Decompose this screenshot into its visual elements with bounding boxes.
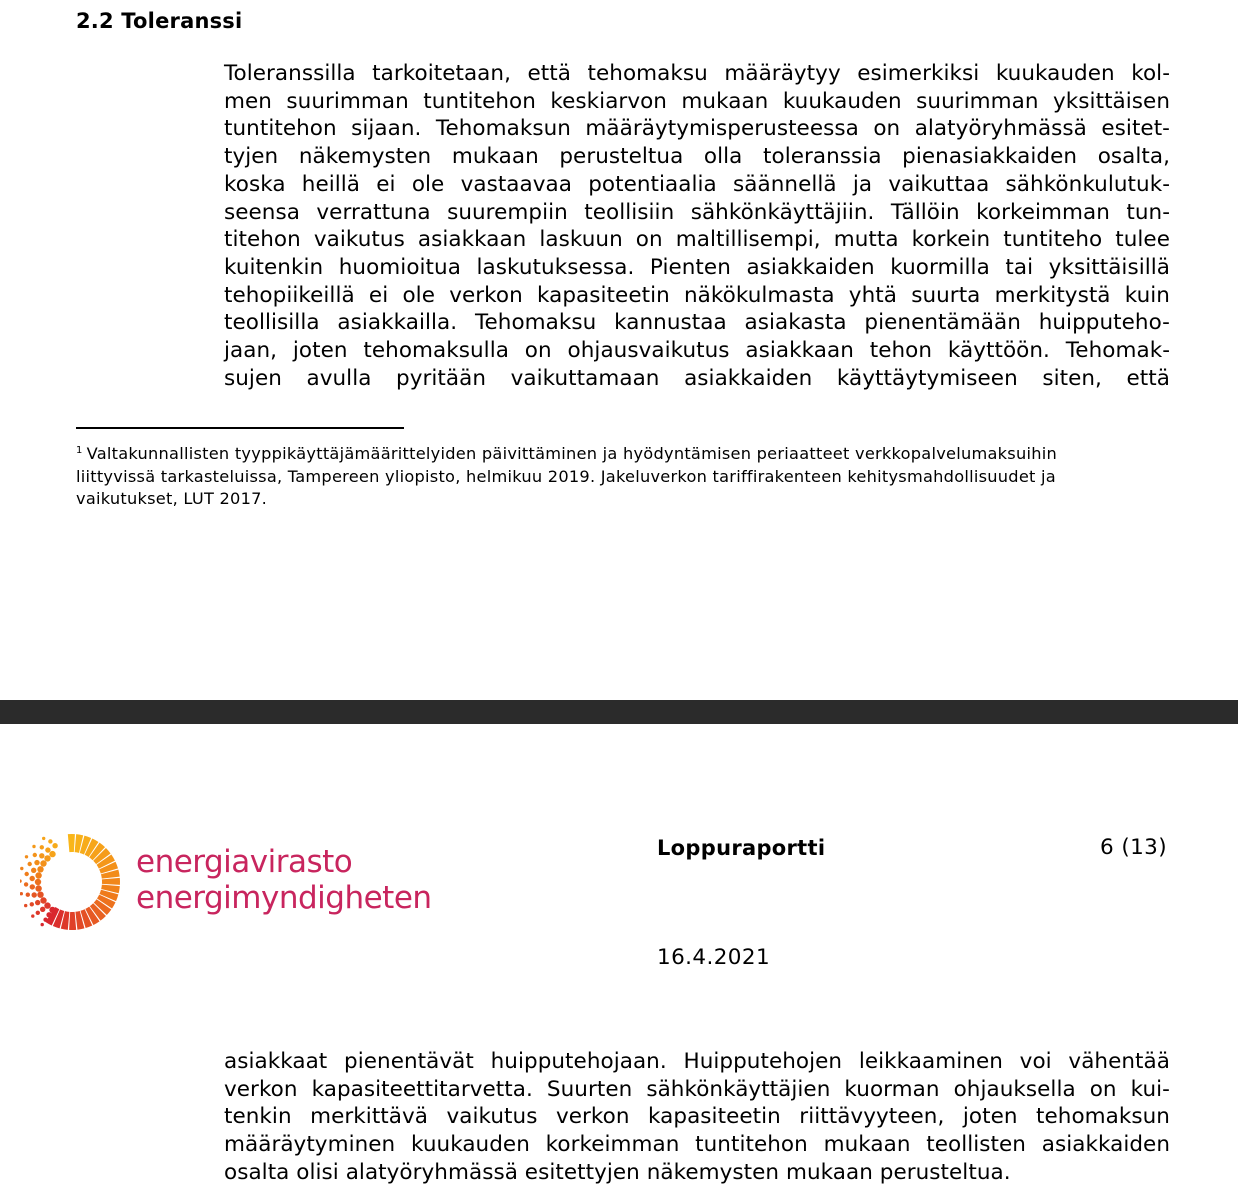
paragraph-line: seensa verrattuna suurempiin teollisiin sähkönkäyttäjiin. Tällöin korkeimman tun- bbox=[224, 199, 1170, 225]
logo-dot bbox=[36, 911, 40, 915]
logo-dot bbox=[49, 907, 55, 913]
logo-dot bbox=[35, 872, 41, 878]
paragraph-line: asiakkaat pienentävät huipputehojaan. Huipputehojen leikkaaminen voi vähentää bbox=[224, 1049, 1170, 1074]
logo-dot bbox=[30, 902, 34, 906]
logo-ray-segment bbox=[102, 878, 120, 885]
logo-dot bbox=[32, 845, 35, 848]
logo-dot bbox=[26, 893, 30, 897]
footnote-line: vaikutukset, LUT 2017. bbox=[76, 489, 268, 508]
logo-dot bbox=[44, 855, 50, 861]
document-title: Loppuraportti bbox=[657, 836, 826, 860]
paragraph-line: titehon vaikutus asiakkaan laskuun on maltillisempi, mutta korkein tuntiteho tulee bbox=[224, 227, 1170, 253]
logo-dot bbox=[41, 923, 44, 926]
logo-dot bbox=[28, 862, 32, 866]
paragraph-line: tenkin merkittävä vaikutus verkon kapasiteetin riittävyyteen, joten tehomaksun bbox=[224, 1104, 1170, 1130]
paragraph-line: Toleranssilla tarkoitetaan, että tehomaksu määräytyy esimerkiksi kuukauden kol- bbox=[224, 61, 1170, 86]
section-paragraph bbox=[224, 60, 1170, 392]
footnote bbox=[76, 440, 1176, 511]
footnote-line: Valtakunnallisten tyyppikäyttäjämäärittelyiden päivittäminen ja hyödyntämisen periaatteet verkkopalvelumaksuihin bbox=[86, 444, 1058, 463]
document-page-lower bbox=[0, 724, 1238, 1200]
logo-dot bbox=[37, 866, 43, 872]
logo-dot bbox=[37, 892, 43, 898]
logo-text-finnish: energiavirasto bbox=[136, 844, 353, 880]
logo-dot bbox=[31, 868, 36, 873]
page-number: 6 (13) bbox=[1100, 835, 1168, 860]
paragraph-line: tyjen näkemysten mukaan perusteltua olla toleranssia pienasiakkaiden osalta, bbox=[224, 144, 1170, 170]
energiavirasto-logo bbox=[20, 828, 440, 936]
footnote-line: liittyvissä tarkasteluissa, Tampereen yliopisto, helmikuu 2019. Jakeluverkon tariffirakenteen kehitysmahdollisuudet ja bbox=[76, 466, 1056, 486]
logo-dot bbox=[33, 853, 37, 857]
logo-dot bbox=[20, 879, 22, 882]
paragraph-line: koska heillä ei ole vastaavaa potentiaalia säännellä ja vaikuttaa sähkönkulutuk- bbox=[224, 171, 1170, 197]
logo-dot bbox=[35, 900, 40, 905]
paragraph-line: tuntitehon sijaan. Tehomaksun määräytymisperusteessa on alatyöryhmässä esitet- bbox=[224, 116, 1170, 142]
logo-dot bbox=[45, 847, 50, 852]
logo-ray-segment bbox=[68, 834, 75, 852]
logo-dot bbox=[40, 897, 46, 903]
paragraph-line: osalta olisi alatyöryhmässä esitettyjen näkemysten mukaan perusteltua. bbox=[224, 1159, 1011, 1185]
logo-dot bbox=[20, 867, 23, 870]
paragraph-line: teollisilla asiakkailla. Tehomaksu kannustaa asiakasta pienentämään huipputeho- bbox=[224, 310, 1170, 336]
logo-dot bbox=[25, 872, 29, 876]
logo-ray-segment bbox=[69, 912, 76, 930]
logo-dot bbox=[35, 879, 41, 885]
logo-dot bbox=[46, 912, 51, 917]
paragraph-line: tehopiikeillä ei ole verkon kapasiteetin näkökulmasta yhtä suurta merkitystä kuin bbox=[224, 282, 1170, 308]
section-heading: 2.2 Toleranssi bbox=[76, 9, 243, 33]
logo-dot bbox=[40, 860, 46, 866]
logo-dot bbox=[49, 851, 55, 857]
paragraph-line: sujen avulla pyritään vaikuttamaan asiakkaiden käyttäytymiseen siten, että bbox=[224, 365, 1170, 391]
logo-dot bbox=[30, 876, 35, 881]
document-date: 16.4.2021 bbox=[657, 945, 771, 970]
footnote-marker: 1 bbox=[76, 445, 83, 456]
logo-dot bbox=[43, 918, 47, 922]
paragraph-line: kuitenkin huomioitua laskutuksessa. Pienten asiakkaiden kuormilla tai yksittäisillä bbox=[224, 254, 1170, 280]
logo-dot bbox=[34, 860, 39, 865]
logo-dot bbox=[20, 892, 23, 895]
logo-dot bbox=[42, 837, 45, 840]
logo-dot bbox=[39, 853, 44, 858]
paragraph-line: verkon kapasiteettitarvetta. Suurten sähkönkäyttäjien kuorman ohjauksella on kui- bbox=[224, 1076, 1170, 1102]
logo-dot bbox=[40, 845, 44, 849]
logo-dot bbox=[35, 885, 41, 891]
logo-dot bbox=[30, 884, 35, 889]
paragraph-line: määräytyminen kuukauden korkeimman tuntitehon mukaan teollisten asiakkaiden bbox=[224, 1132, 1170, 1158]
logo-dot bbox=[24, 904, 27, 907]
logo-dot bbox=[40, 907, 45, 912]
logo-dot bbox=[52, 843, 57, 848]
logo-dot bbox=[25, 855, 28, 858]
logo-text-swedish: energimyndigheten bbox=[136, 880, 432, 916]
page-separator bbox=[0, 700, 1238, 724]
logo-dot bbox=[32, 892, 37, 897]
logo-dot bbox=[48, 839, 52, 843]
logo-dot bbox=[44, 902, 50, 908]
footnote-divider bbox=[76, 427, 404, 429]
logo-dot bbox=[24, 882, 28, 886]
paragraph-line: jaan, joten tehomaksulla on ohjausvaikutus asiakkaan tehon käyttöön. Tehomak- bbox=[224, 338, 1170, 364]
continuation-paragraph bbox=[224, 1048, 1170, 1187]
sun-ring-logo-icon bbox=[20, 828, 130, 936]
logo-dot bbox=[31, 914, 34, 917]
paragraph-line: men suurimman tuntitehon keskiarvon mukaan kuukauden suurimman yksittäisen bbox=[224, 88, 1170, 114]
